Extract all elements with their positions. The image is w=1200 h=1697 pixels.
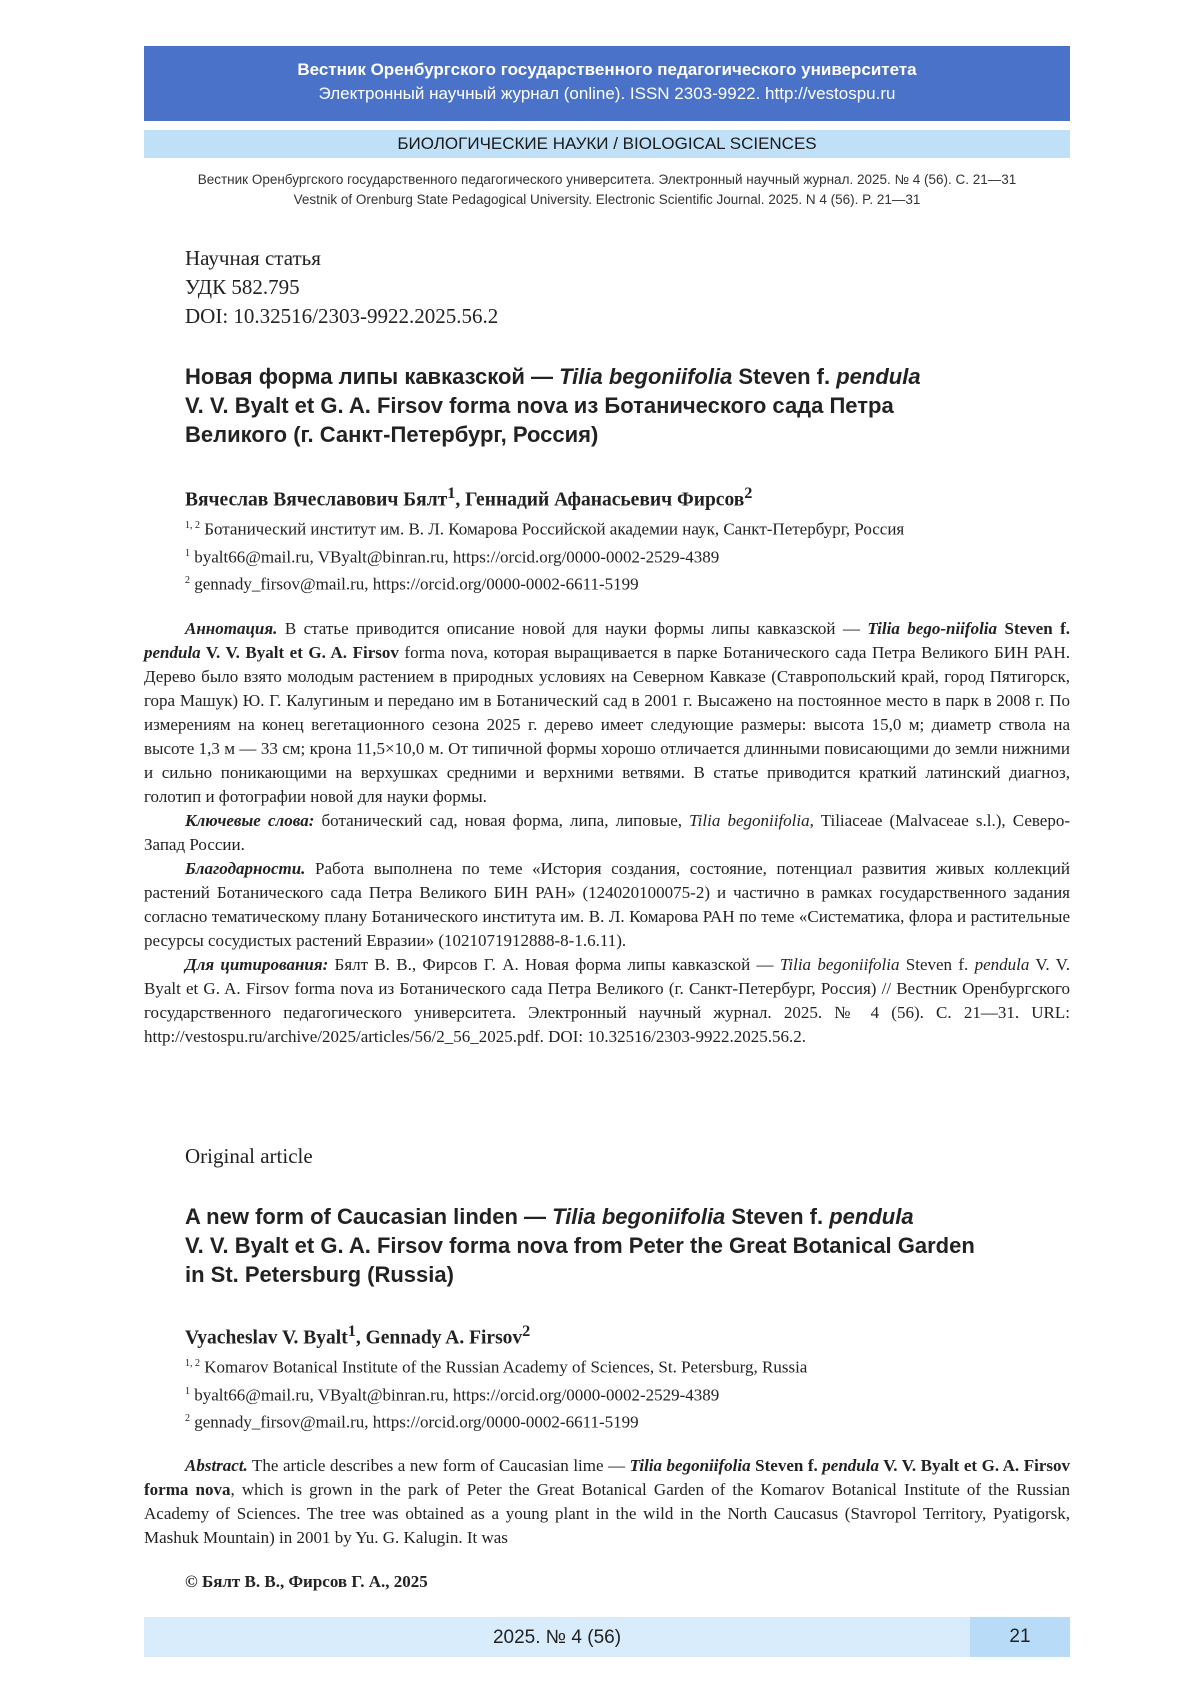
ru-authors: Вячеслав Вячеславович Бялт$^1$, Геннадий Афанасьевич Фирсов$^2$ bbox=[185, 484, 753, 511]
ru-keywords: Ключевые слова: ботанический сад, новая форма, липа, липовые, Tilia begoniifolia, Tiliaceae (Malvaceae s.l.), Северо-Запад России. bbox=[144, 811, 1070, 854]
running-citation-en: Vestnik of Orenburg State Pedagogical University. Electronic Scientific Journal. 2025. N 4 (56). P. 21—31 bbox=[293, 192, 921, 207]
section-heading: БИОЛОГИЧЕСКИЕ НАУКИ / BIOLOGICAL SCIENCES bbox=[144, 130, 1070, 158]
udk: УДК 582.795 bbox=[185, 275, 300, 299]
en-article-type: Original article bbox=[185, 1144, 313, 1168]
running-citation bbox=[144, 170, 1070, 210]
page-footer bbox=[144, 1617, 1070, 1657]
en-article-title: A new form of Caucasian linden — Tilia begoniifolia Steven f. pendula V. V. Byalt et G. A. Firsov forma nova from Peter the Great Botanical Garden in St. Petersburg (Russia) bbox=[185, 1204, 975, 1287]
journal-title: Вестник Оренбургского государственного педагогического университета bbox=[297, 60, 917, 79]
copyright-notice: © Бялт В. В., Фирсов Г. А., 2025 bbox=[185, 1572, 428, 1591]
journal-subtitle: Электронный научный журнал (online). ISSN 2303-9922. http://vestospu.ru bbox=[318, 84, 896, 103]
doi: DOI: 10.32516/2303-9922.2025.56.2 bbox=[185, 304, 499, 328]
en-authors: Vyacheslav V. Byalt$^1$, Gennady A. Firsov$^2$ bbox=[185, 1322, 531, 1349]
ru-meta bbox=[185, 244, 498, 331]
issue-number: 2025. № 4 (56) bbox=[492, 1627, 622, 1648]
ru-abstract: Аннотация. В статье приводится описание новой для науки формы липы кавказской — Tilia bego-niifolia Steven f. pendula V. V. Byalt et G. A. Firsov forma nova, которая выращивается в парке Ботанического сада Петра Великого БИН РАН. Дерево было взято молодым растением в природных условиях на Северном Кавказе (Ставропольский край, город Пятигорск, гора Машук) Ю. Г. Калугиным и передано им в Ботанический сад в 2001 г. Высажено на постоянное место в парк в 2008 г. По измерениям на конец вегетационного сезона 2025 г. дерево имеет следующие размеры: высота 15,0 м; диаметр ствола на высоте 1,3 м — 33 см; крона 11,5×10,0 м. От типичной формы хорошо отличается длинными повисающими до земли нижними и сильно поникающими на верхушках средними и верхними ветвями. В статье приводится краткий латинский диагноз, голотип и фотографии новой для науки формы. bbox=[144, 619, 1071, 806]
page-number: 21 bbox=[970, 1617, 1070, 1657]
ru-affiliations: $^{1, 2}$ Ботанический институт им. В. Л. Комарова Российской академии наук, Санкт-Петербург, Россия $^1$ byalt66@mail.ru, VByalt@binran.ru, https://orcid.org/0000-0002-2529-4389 $^2$ gennady_firsov@mail.ru, https://orcid.org/0000-0002-6611-5199 bbox=[185, 519, 905, 594]
article-type: Научная статья bbox=[185, 246, 321, 270]
journal-banner bbox=[144, 46, 1070, 121]
en-abstract-block bbox=[144, 1454, 1070, 1550]
ru-abstract-block bbox=[144, 617, 1070, 1049]
running-citation-ru: Вестник Оренбургского государственного педагогического университета. Электронный научный журнал. 2025. № 4 (56). С. 21—31 bbox=[197, 172, 1017, 187]
en-affiliations: $^{1, 2}$ Komarov Botanical Institute of the Russian Academy of Sciences, St. Petersburg, Russia $^1$ byalt66@mail.ru, VByalt@binran.ru, https://orcid.org/0000-0002-2529-4389 $^2$ gennady_firsov@mail.ru, https://orcid.org/0000-0002-6611-5199 bbox=[185, 1357, 808, 1432]
ru-citation: Для цитирования: Бялт В. В., Фирсов Г. А. Новая форма липы кавказской — Tilia begoniifolia Steven f. pendula V. V. Byalt et G. A. Firsov forma nova из Ботанического сада Петра Великого (г. Санкт-Петербург, Россия) // Вестник Оренбургского государственного педагогического университета. Электронный научный журнал. 2025. № 4 (56). С. 21—31. URL: http://vestospu.ru/archive/2025/articles/56/2_56_2025.pdf. DOI: 10.32516/2303-9922.2025.56.2. bbox=[144, 955, 1070, 1046]
ru-acknowledgements: Благодарности. Работа выполнена по теме «История создания, состояние, потенциал развития живых коллекций растений Ботанического сада Петра Великого БИН РАН» (124020100075-2) и частично в рамках государственного задания согласно тематическому плану Ботанического института им. В. Л. Комарова РАН по теме «Систематика, флора и растительные ресурсы сосудистых растений Евразии» (1021071912888-8-1.6.11). bbox=[144, 859, 1070, 950]
ru-article-title: Новая форма липы кавказской — Tilia begoniifolia Steven f. pendula V. V. Byalt et G. A. Firsov forma nova из Ботанического сада Петра Великого (г. Санкт-Петербург, Россия) bbox=[185, 364, 921, 447]
en-abstract: Abstract. The article describes a new form of Caucasian lime — Tilia begoniifolia Steven f. pendula V. V. Byalt et G. A. Firsov forma nova, which is grown in the park of Peter the Great Botanical Garden of the Komarov Botanical Institute of the Russian Academy of Sciences. The tree was obtained as a young plant in the wild in the North Caucasus (Stavropol Territory, Pyatigorsk, Mashuk Mountain) in 2001 by Yu. G. Kalugin. It was bbox=[144, 1456, 1070, 1547]
en-meta bbox=[185, 1142, 313, 1171]
